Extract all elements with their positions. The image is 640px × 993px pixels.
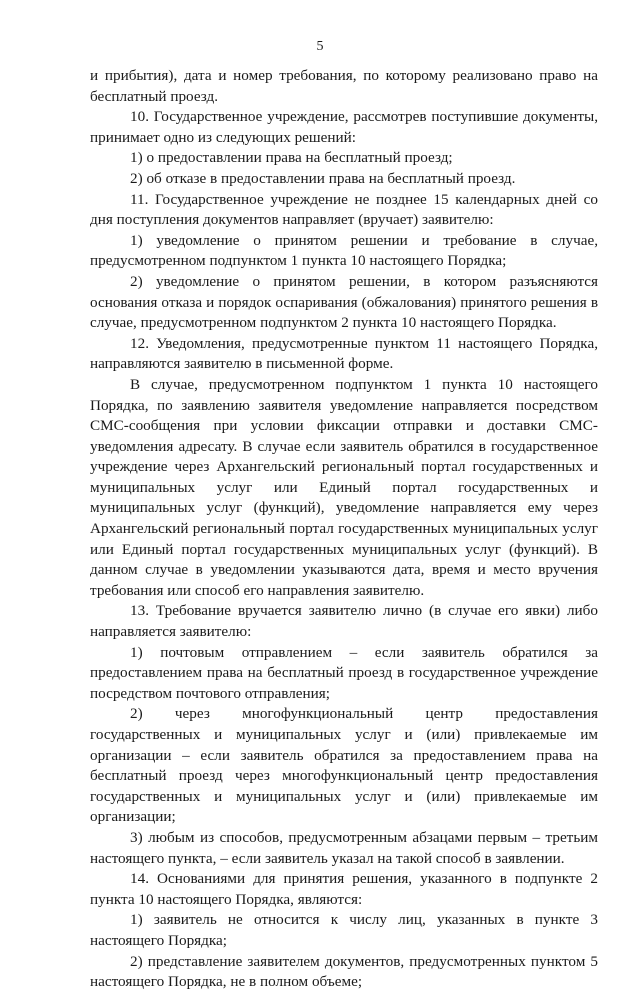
paragraph-item-13: 13. Требование вручается заявителю лично (в случае его явки) либо направляется заявителю: (90, 602, 598, 641)
paragraph-item-13-2: 2) через многофункциональный центр предоставления государственных и муниципальных услуг и (или) привлекаемые им организации – если заявитель обратился за предоставлением права на бесплатный проезд через многофункциональный центр предоставления государственных и муниципальных услуг и (или) привлекаемые им организации; (90, 705, 598, 826)
paragraph-item-10: 10. Государственное учреждение, рассмотрев поступившие документы, принимает одно из следующих решений: (90, 108, 598, 146)
paragraph-item-13-3: 3) любым из способов, предусмотренным абзацами первым – третьим настоящего пункта, – если заявитель указал на такой способ в заявлении. (90, 828, 598, 867)
paragraph-item-12-sms: В случае, предусмотренном подпунктом 1 пункта 10 настоящего Порядка, по заявлению заявителя уведомление направляется посредством СМС-сообщения при условии фиксации отправки и доставки СМС-уведомления адресату. В случае если заявитель обратился в государственное учреждение через Архангельский региональный портал государственных и муниципальных услуг или Единый портал государственных и муниципальных услуг (функций), уведомление направляется ему через Архангельский региональный портал государственных муниципальных услуг или Единый портал государственных муниципальных услуг (функций). В данном случае в уведомлении указываются дата, время и место вручения требования или способ его направления заявителю. (90, 375, 598, 599)
paragraph-item-12: 12. Уведомления, предусмотренные пунктом 11 настоящего Порядка, направляются заявителю в письменной форме. (90, 334, 598, 373)
paragraph-item-10-1: 1) о предоставлении права на бесплатный проезд; (130, 149, 453, 167)
paragraph-item-14-2: 2) представление заявителем документов, предусмотренных пунктом 5 настоящего Порядка, не в полном объеме; (90, 952, 598, 991)
document-body (90, 66, 598, 993)
paragraph-item-11: 11. Государственное учреждение не позднее 15 календарных дней со дня поступления документов направляет (вручает) заявителю: (90, 190, 598, 229)
paragraph-item-13-1: 1) почтовым отправлением – если заявитель обратился за предоставлением права на бесплатный проезд в государственное учреждение посредством почтового отправления; (90, 643, 598, 702)
paragraph-item-11-2: 2) уведомление о принятом решении, в котором разъясняются основания отказа и порядок оспаривания (обжалования) принятого решения в случае, предусмотренном подпунктом 2 пункта 10 настоящего Порядка. (90, 272, 598, 332)
paragraph-item-10-2: 2) об отказе в предоставлении права на бесплатный проезд. (130, 169, 516, 187)
paragraph-item-14-1: 1) заявитель не относится к числу лиц, указанных в пункте 3 настоящего Порядка; (90, 911, 598, 949)
paragraph-item-11-1: 1) уведомление о принятом решении и требование в случае, предусмотренном подпунктом 1 пункта 10 настоящего Порядка; (90, 231, 598, 270)
page-number: 5 (316, 39, 324, 54)
paragraph-continuation: и прибытия), дата и номер требования, по которому реализовано право на бесплатный проезд. (90, 67, 598, 105)
paragraph-item-14: 14. Основаниями для принятия решения, указанного в подпункте 2 пункта 10 настоящего Порядка, являются: (90, 870, 598, 908)
